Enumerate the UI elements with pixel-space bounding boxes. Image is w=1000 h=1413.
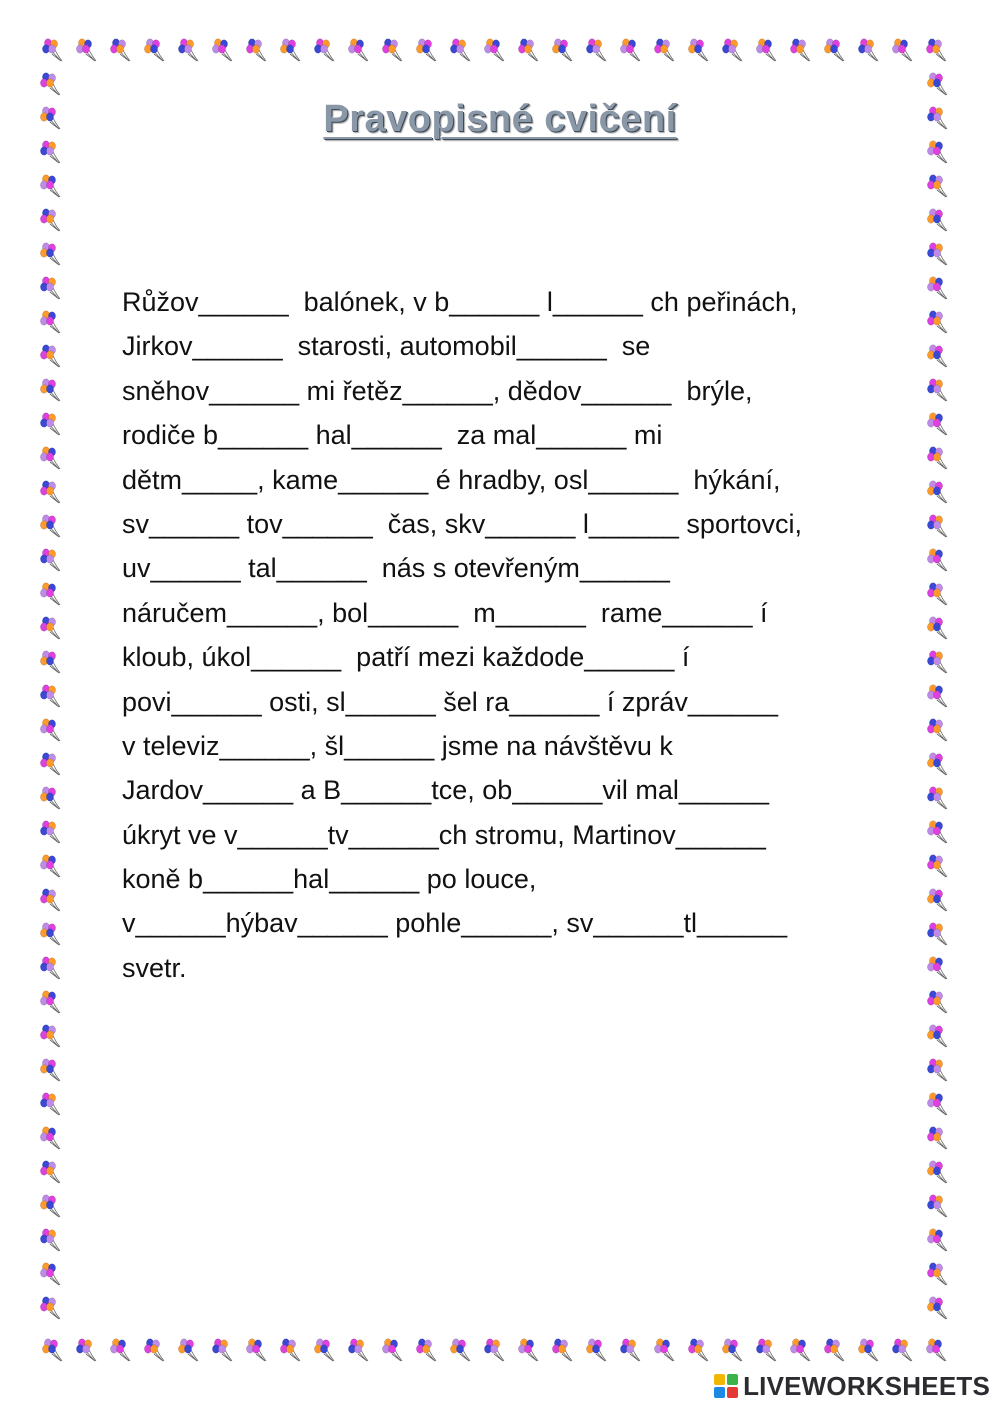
exercise-line: Jardov______ a B______tce, ob______vil mal______ xyxy=(122,775,770,806)
balloon-bunch-icon xyxy=(927,753,947,775)
balloon-bunch-icon xyxy=(40,209,60,231)
exercise-line: úkryt ve v______tv______ch stromu, Martinov______ xyxy=(122,819,766,850)
balloon-bunch-icon xyxy=(144,39,164,61)
balloon-bunch-icon xyxy=(756,39,776,61)
balloon-bunch-icon xyxy=(416,1339,436,1361)
exercise-line: v______hýbav______ pohle______, sv______tl______ xyxy=(122,908,788,939)
balloon-bunch-icon xyxy=(40,787,60,809)
balloon-bunch-icon xyxy=(40,481,60,503)
balloon-bunch-icon xyxy=(926,1339,946,1361)
balloon-bunch-icon xyxy=(927,481,947,503)
balloon-bunch-icon xyxy=(654,39,674,61)
balloon-bunch-icon xyxy=(40,1127,60,1149)
balloon-bunch-icon xyxy=(382,1339,402,1361)
balloon-bunch-icon xyxy=(450,39,470,61)
balloon-bunch-icon xyxy=(552,39,572,61)
balloon-bunch-icon xyxy=(927,141,947,163)
balloon-bunch-icon xyxy=(40,549,60,571)
balloon-bunch-icon xyxy=(722,1339,742,1361)
balloon-bunch-icon xyxy=(416,39,436,61)
balloon-bunch-icon xyxy=(40,821,60,843)
balloon-bunch-icon xyxy=(40,923,60,945)
balloon-bunch-icon xyxy=(246,1339,266,1361)
exercise-line: v televiz______, šl______ jsme na návštěvu k xyxy=(122,730,673,761)
balloon-bunch-icon xyxy=(927,209,947,231)
balloon-bunch-icon xyxy=(42,39,62,61)
balloon-bunch-icon xyxy=(42,1339,62,1361)
exercise-line: Růžov______ balónek, v b______ l______ ch peřinách, xyxy=(122,287,798,317)
balloon-bunch-icon xyxy=(620,1339,640,1361)
exercise-line: svetr. xyxy=(122,952,187,983)
balloon-bunch-icon xyxy=(40,277,60,299)
balloon-bunch-icon xyxy=(927,1297,947,1319)
balloon-bunch-icon xyxy=(40,447,60,469)
balloon-bunch-icon xyxy=(40,1093,60,1115)
exercise-line: sv______ tov______ čas, skv______ l______ sportovci, xyxy=(122,508,802,539)
balloon-bunch-icon xyxy=(586,39,606,61)
exercise-line: koně b______hal______ po louce, xyxy=(122,864,537,895)
balloon-bunch-icon xyxy=(518,1339,538,1361)
balloon-bunch-icon xyxy=(212,1339,232,1361)
balloon-bunch-icon xyxy=(688,39,708,61)
balloon-bunch-icon xyxy=(144,1339,164,1361)
balloon-bunch-icon xyxy=(40,1229,60,1251)
balloon-bunch-icon xyxy=(40,855,60,877)
liveworksheets-logo-icon xyxy=(713,1373,739,1399)
balloon-bunch-icon xyxy=(654,1339,674,1361)
balloon-bunch-icon xyxy=(40,141,60,163)
balloon-bunch-icon xyxy=(927,1263,947,1285)
balloon-bunch-icon xyxy=(927,685,947,707)
balloon-bunch-icon xyxy=(40,1195,60,1217)
balloon-bunch-icon xyxy=(40,175,60,197)
balloon-bunch-icon xyxy=(450,1339,470,1361)
balloon-bunch-icon xyxy=(40,243,60,265)
exercise-line: uv______ tal______ nás s otevřeným______ xyxy=(122,553,670,584)
balloon-bunch-icon xyxy=(620,39,640,61)
balloon-bunch-icon xyxy=(927,1229,947,1251)
balloon-bunch-icon xyxy=(40,413,60,435)
balloon-bunch-icon xyxy=(178,1339,198,1361)
balloon-bunch-icon xyxy=(552,1339,572,1361)
balloon-bunch-icon xyxy=(76,1339,96,1361)
balloon-bunch-icon xyxy=(790,39,810,61)
balloon-bunch-icon xyxy=(927,1127,947,1149)
exercise-text xyxy=(122,280,902,990)
balloon-bunch-icon xyxy=(858,39,878,61)
balloon-bunch-icon xyxy=(280,1339,300,1361)
balloon-bunch-icon xyxy=(40,685,60,707)
exercise-line: rodiče b______ hal______ za mal______ mi xyxy=(122,420,663,451)
balloon-bunch-icon xyxy=(586,1339,606,1361)
balloon-bunch-icon xyxy=(927,311,947,333)
balloon-bunch-icon xyxy=(40,379,60,401)
balloon-bunch-icon xyxy=(927,889,947,911)
balloon-bunch-icon xyxy=(927,413,947,435)
balloon-bunch-icon xyxy=(518,39,538,61)
balloon-bunch-icon xyxy=(892,1339,912,1361)
balloon-bunch-icon xyxy=(280,39,300,61)
balloon-bunch-icon xyxy=(927,991,947,1013)
balloon-bunch-icon xyxy=(40,1025,60,1047)
balloon-bunch-icon xyxy=(40,1263,60,1285)
balloon-bunch-icon xyxy=(927,787,947,809)
balloon-bunch-icon xyxy=(927,277,947,299)
balloon-bunch-icon xyxy=(927,515,947,537)
balloon-bunch-icon xyxy=(110,39,130,61)
balloon-bunch-icon xyxy=(927,379,947,401)
balloon-bunch-icon xyxy=(76,39,96,61)
balloon-bunch-icon xyxy=(40,617,60,639)
balloon-bunch-icon xyxy=(40,1297,60,1319)
balloon-bunch-icon xyxy=(722,39,742,61)
balloon-bunch-icon xyxy=(212,39,232,61)
balloon-bunch-icon xyxy=(40,1161,60,1183)
balloon-bunch-icon xyxy=(892,39,912,61)
balloon-bunch-icon xyxy=(927,651,947,673)
balloon-bunch-icon xyxy=(927,447,947,469)
balloon-bunch-icon xyxy=(927,243,947,265)
balloon-bunch-icon xyxy=(40,889,60,911)
balloon-bunch-icon xyxy=(40,73,60,95)
balloon-bunch-icon xyxy=(927,583,947,605)
balloon-bunch-icon xyxy=(756,1339,776,1361)
balloon-bunch-icon xyxy=(178,39,198,61)
balloon-bunch-icon xyxy=(927,855,947,877)
balloon-bunch-icon xyxy=(927,923,947,945)
balloon-bunch-icon xyxy=(927,1161,947,1183)
balloon-bunch-icon xyxy=(40,311,60,333)
balloon-bunch-icon xyxy=(927,957,947,979)
balloon-bunch-icon xyxy=(484,39,504,61)
exercise-line: povi______ osti, sl______ šel ra______ í zpráv______ xyxy=(122,686,778,717)
balloon-bunch-icon xyxy=(926,39,946,61)
balloon-bunch-icon xyxy=(927,73,947,95)
balloon-bunch-icon xyxy=(927,175,947,197)
balloon-bunch-icon xyxy=(348,1339,368,1361)
exercise-line: sněhov______ mi řetěz______, dědov______ brýle, xyxy=(122,375,753,406)
brand-name: LIVEWORKSHEETS xyxy=(743,1370,990,1401)
balloon-bunch-icon xyxy=(314,1339,334,1361)
page-title: Pravopisné cvičení xyxy=(323,98,677,140)
balloon-bunch-icon xyxy=(110,1339,130,1361)
balloon-bunch-icon xyxy=(790,1339,810,1361)
exercise-line: Jirkov______ starosti, automobil______ se xyxy=(122,331,651,362)
balloon-bunch-icon xyxy=(927,1093,947,1115)
balloon-bunch-icon xyxy=(40,991,60,1013)
balloon-bunch-icon xyxy=(348,39,368,61)
exercise-line: kloub, úkol______ patří mezi každode______ í xyxy=(122,642,690,673)
balloon-bunch-icon xyxy=(927,549,947,571)
balloon-bunch-icon xyxy=(40,957,60,979)
balloon-bunch-icon xyxy=(927,821,947,843)
exercise-line: náručem______, bol______ m______ rame______ í xyxy=(122,597,768,628)
balloon-bunch-icon xyxy=(927,617,947,639)
balloon-bunch-icon xyxy=(824,1339,844,1361)
balloon-bunch-icon xyxy=(40,583,60,605)
balloon-bunch-icon xyxy=(688,1339,708,1361)
balloon-bunch-icon xyxy=(40,753,60,775)
balloon-bunch-icon xyxy=(40,1059,60,1081)
balloon-bunch-icon xyxy=(927,1195,947,1217)
balloon-bunch-icon xyxy=(382,39,402,61)
exercise-line: dětm_____, kame______ é hradby, osl______ hýkání, xyxy=(122,464,781,495)
balloon-bunch-icon xyxy=(314,39,334,61)
balloon-bunch-icon xyxy=(40,719,60,741)
balloon-bunch-icon xyxy=(824,39,844,61)
liveworksheets-brand[interactable] xyxy=(713,1369,990,1403)
balloon-bunch-icon xyxy=(40,651,60,673)
balloon-bunch-icon xyxy=(40,515,60,537)
balloon-bunch-icon xyxy=(927,1059,947,1081)
balloon-bunch-icon xyxy=(40,345,60,367)
balloon-bunch-icon xyxy=(858,1339,878,1361)
balloon-bunch-icon xyxy=(927,1025,947,1047)
balloon-bunch-icon xyxy=(484,1339,504,1361)
balloon-bunch-icon xyxy=(927,719,947,741)
balloon-bunch-icon xyxy=(246,39,266,61)
balloon-bunch-icon xyxy=(927,345,947,367)
